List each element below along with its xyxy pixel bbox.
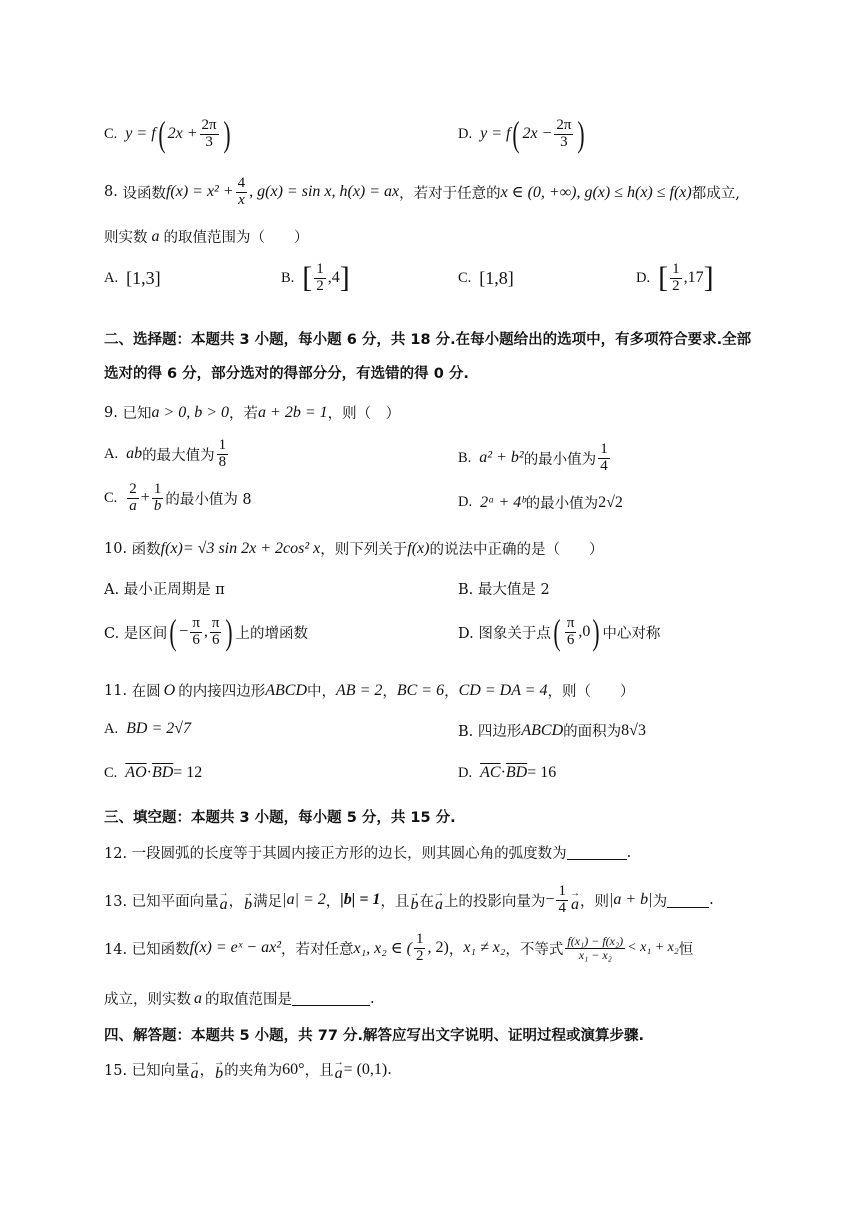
- math-expr: a² + b²: [479, 449, 524, 467]
- math-expr: a > 0, b > 0: [151, 403, 230, 421]
- fraction: $\frac{4}{x}$: [237, 175, 246, 208]
- math-expr: 2√2: [598, 493, 623, 511]
- option-label: C.: [104, 125, 118, 142]
- math-expr: x₁ ≠ x₂: [463, 939, 506, 957]
- math-expr: |b| = 1: [340, 891, 381, 909]
- q9-stem: [104, 402, 400, 423]
- math-var: O: [163, 681, 176, 699]
- text: ，若对于任意的: [399, 185, 501, 202]
- fraction: $\frac{\pi}{6}$: [211, 614, 220, 648]
- q11-stem: 11. 在圆 O 的内接四边形 ABCD 中， AB = 2 ， BC = 6 ， CD = DA = 4 ，则（ ）: [104, 681, 635, 700]
- math-expr: ab: [126, 445, 143, 463]
- text: 中，: [307, 684, 337, 700]
- q10-option-c[interactable]: [104, 614, 308, 650]
- section-heading-2-cont: 选对的得 6 分，部分选对的得部分分，有选错的得 0 分.: [104, 366, 469, 382]
- q8-option-b[interactable]: [281, 262, 350, 295]
- q15-stem: [104, 1058, 392, 1081]
- option-label: D.: [458, 125, 473, 142]
- math-expr: x ∈ (0, +∞), g(x) ≤ h(x) ≤ f(x): [500, 184, 692, 202]
- text: 的取值范围是: [205, 992, 292, 1008]
- text: .: [626, 844, 632, 861]
- text: 成立，则实数: [104, 992, 191, 1008]
- fraction: $\frac{2\pi}{3}$: [201, 116, 217, 150]
- option-label: D.: [636, 269, 651, 286]
- q11-option-d[interactable]: [458, 764, 556, 782]
- text: 恒: [678, 941, 694, 958]
- math-expr: |a + b|: [608, 891, 653, 909]
- vector-a: → a: [433, 887, 444, 913]
- option-label: B.: [458, 449, 472, 466]
- text: 的夹角为: [224, 1063, 283, 1080]
- math-expr: x₁, x₂ ∈ (: [353, 940, 412, 958]
- math-expr: 8√3: [621, 721, 646, 739]
- option-label: C.: [104, 489, 118, 506]
- text: ，若对任意: [280, 941, 354, 958]
- q9-option-d[interactable]: [458, 492, 623, 513]
- text: 已知: [122, 406, 152, 422]
- math-expr: 60°: [282, 1060, 305, 1078]
- math-expr: = (0,1): [343, 1060, 388, 1078]
- bracket-right: ]: [703, 261, 714, 295]
- math-expr: AB = 2: [336, 681, 383, 699]
- fraction: $\frac{\pi}{6}$: [192, 614, 200, 648]
- fraction: $\frac{1}{4}$: [558, 883, 566, 916]
- vector: $\overline{AC}$: [480, 764, 501, 781]
- text: 都成立,: [691, 185, 740, 202]
- text: .: [709, 892, 714, 909]
- bracket-right: ]: [339, 261, 350, 295]
- math-expr: , g(x) = sin x, h(x) = ax: [249, 183, 400, 201]
- text: ，且: [304, 1063, 334, 1080]
- math-expr: = 16: [527, 764, 557, 781]
- text: ，不等式: [505, 941, 564, 958]
- q10-option-a[interactable]: A. 最小正周期是 π: [104, 582, 225, 598]
- text: 上的增函数: [235, 625, 308, 642]
- math-expr: BC = 6: [396, 681, 445, 699]
- math-expr: BD = 2√7: [126, 720, 192, 737]
- q13-stem: 13. 已知平面向量 → a ， → b 满足 |a| = 2 ， |b| = 1 ，且 → b 在 → a 上的投影向量为 − $\frac{1}{4}$ → a ，则 |a + b| 为 .: [104, 883, 714, 916]
- math-expr: a + 2b = 1: [258, 403, 328, 421]
- vector-b: → b: [243, 887, 254, 913]
- math-expr: y = f: [125, 125, 156, 142]
- text: 在: [419, 893, 434, 910]
- fraction: $\frac{1}{2}$: [672, 261, 680, 294]
- text: ，: [228, 893, 244, 910]
- fraction: $\frac{\pi}{6}$: [566, 614, 575, 648]
- text: .: [370, 990, 375, 1007]
- math-expr: 2x +: [167, 125, 198, 142]
- text: ，且: [380, 893, 410, 910]
- fraction: $\frac{1}{b}$: [153, 481, 162, 514]
- text: 的内接四边形: [178, 684, 266, 700]
- text: 的最小值为 8: [165, 491, 252, 508]
- math-expr: CD = DA = 4: [458, 681, 548, 699]
- q12-stem: [104, 842, 631, 863]
- q7-option-c[interactable]: [104, 116, 233, 152]
- paren-right: ): [225, 612, 234, 652]
- q11-option-a[interactable]: [104, 720, 191, 738]
- text: 满足: [253, 893, 283, 910]
- math-op: ·: [500, 764, 506, 781]
- fraction: $\frac{\text{f(x₁) − f(x₂)}}{\text{x₁ − x₂}}$: [567, 934, 624, 962]
- text: 则实数: [104, 230, 148, 246]
- text: 12. 一段圆弧的长度等于其圆内接正方形的边长，则其圆心角的弧度数为: [104, 846, 567, 862]
- math-op: ·: [146, 764, 152, 781]
- option-label: A.: [104, 720, 119, 737]
- q8-option-a[interactable]: [104, 268, 161, 289]
- q7-option-d[interactable]: [458, 116, 587, 152]
- text: D. 图象关于点: [458, 625, 551, 642]
- option-label: C.: [458, 270, 472, 286]
- math-expr: ,17: [683, 269, 704, 287]
- q9-option-c[interactable]: [104, 482, 252, 515]
- paren-right: ): [223, 114, 231, 154]
- math-op: −: [179, 623, 189, 640]
- math-var: ABCD: [521, 721, 564, 739]
- q9-option-a[interactable]: [104, 438, 230, 471]
- option-label: B.: [281, 269, 295, 286]
- fraction: $\frac{1}{2}$: [316, 261, 324, 294]
- fraction: $\frac{2}{a}$: [129, 481, 137, 514]
- vector-a: → a: [569, 887, 580, 913]
- vector-b: → b: [409, 887, 420, 913]
- math-expr: [1,8]: [479, 268, 514, 288]
- option-label: A.: [104, 445, 119, 462]
- math-var: ABCD: [265, 681, 308, 699]
- q14-stem-line2: [104, 988, 375, 1009]
- text: 14. 已知函数: [104, 941, 190, 958]
- vector-a: → a: [333, 1057, 344, 1082]
- q11-option-b[interactable]: [458, 720, 646, 741]
- fraction: $\frac{1}{4}$: [600, 441, 608, 474]
- vector-a: → a: [189, 1057, 200, 1082]
- text: 的最小值为: [525, 496, 599, 512]
- fraction: $\frac{1}{2}$: [415, 931, 424, 964]
- math-op: ,: [203, 623, 208, 640]
- math-var: a: [194, 989, 202, 1007]
- math-expr: 2x −: [522, 125, 553, 142]
- vector: $\overline{AO}$: [125, 764, 147, 781]
- math-expr: ,0: [578, 623, 591, 640]
- text: 的面积为: [563, 724, 622, 740]
- text: 函数: [131, 542, 161, 558]
- math-op: −: [545, 891, 555, 909]
- math-expr: f(x) = x² +: [165, 183, 234, 201]
- bracket-left: [: [302, 261, 313, 295]
- answer-blank[interactable]: [292, 991, 370, 1006]
- answer-blank[interactable]: [567, 845, 627, 860]
- q11-option-c[interactable]: [104, 764, 202, 782]
- math-expr: = 12: [173, 764, 203, 781]
- text: ，则（ ）: [547, 684, 635, 700]
- paren-right: ): [577, 114, 586, 154]
- paren-left: (: [512, 114, 521, 154]
- text: 13. 已知平面向量: [104, 893, 219, 910]
- q8-stem-line1: [104, 176, 740, 209]
- vector-a: → a: [218, 887, 229, 913]
- math-expr: f(x): [407, 539, 430, 557]
- text: 中心对称: [602, 625, 661, 642]
- q10-option-d[interactable]: [458, 614, 660, 650]
- math-expr: |a| = 2: [282, 891, 326, 909]
- text: ，则下列关于: [320, 542, 408, 558]
- vector: $\overline{BD}$: [505, 764, 528, 781]
- question-number: 8.: [104, 184, 118, 201]
- section-heading-3: 三、填空题：本题共 3 小题，每小题 5 分，共 15 分.: [104, 810, 456, 826]
- q10-stem: [104, 538, 603, 559]
- text: 上的投影向量为: [443, 893, 546, 910]
- math-expr: y = f: [480, 125, 511, 142]
- question-number: 9.: [104, 404, 118, 421]
- q10-option-b[interactable]: B. 最大值是 2: [458, 582, 550, 598]
- paren-right: ): [592, 612, 601, 652]
- q8-stem-line2: [104, 226, 309, 247]
- math-expr: 2ᵃ + 4ᵇ: [480, 493, 526, 511]
- text: C. 是区间: [104, 625, 168, 642]
- fraction: $\frac{1}{8}$: [218, 437, 227, 470]
- text: 15. 已知向量: [104, 1063, 190, 1080]
- option-label: D.: [458, 764, 473, 781]
- text: ，若: [229, 406, 259, 422]
- fraction: $\frac{2\pi}{3}$: [556, 116, 572, 150]
- vector-b: → b: [214, 1057, 225, 1082]
- section-heading-4: 四、解答题：本题共 5 小题，共 77 分.解答应写出文字说明、证明过程或演算步骤.: [104, 1028, 644, 1044]
- answer-blank[interactable]: [667, 893, 709, 908]
- bracket-left: [: [658, 261, 669, 295]
- text: ，则: [579, 893, 609, 910]
- text: 在圆: [131, 684, 161, 700]
- option-label: A.: [104, 270, 119, 286]
- math-expr: , 2): [427, 939, 449, 957]
- option-label: D.: [458, 494, 473, 510]
- vector: $\overline{BD}$: [151, 764, 174, 781]
- text: ，: [199, 1063, 215, 1080]
- paren-left: (: [553, 612, 561, 652]
- math-var: a: [151, 227, 160, 245]
- paren-left: (: [169, 612, 177, 652]
- text: 为: [652, 893, 668, 910]
- math-expr: f(x) = eˣ − ax²: [189, 939, 281, 957]
- text: 的取值范围为（ ）: [163, 230, 309, 246]
- question-number: 10.: [104, 540, 128, 557]
- question-number: 11.: [104, 682, 128, 699]
- math-expr: = √3 sin 2x + 2cos² x: [182, 539, 321, 557]
- text: ，则（ ）: [327, 406, 401, 422]
- math-expr: [1,3]: [126, 268, 161, 288]
- q8-option-c[interactable]: [458, 268, 514, 289]
- q14-stem-line1: 14. 已知函数 f(x) = eˣ − ax² ，若对任意 x₁, x₂ ∈ ( $\frac{1}{2}$ , 2) ， x₁ ≠ x₂ ，不等式 $\frac{\text{f(x₁) − f(x₂)}}{\text{x₁ − x₂}}$ < x₁ + x₂ 恒: [104, 931, 694, 964]
- math-expr: f(x): [160, 539, 183, 557]
- math-op: +: [140, 489, 150, 507]
- q8-option-d[interactable]: [636, 262, 714, 295]
- q9-option-b[interactable]: [458, 442, 612, 475]
- text: 的说法中正确的是（ ）: [429, 542, 604, 558]
- paren-left: (: [158, 114, 166, 154]
- math-expr: ,4: [327, 269, 340, 287]
- option-label: C.: [104, 764, 118, 781]
- text: .: [387, 1061, 392, 1078]
- section-heading-2: 二、选择题：本题共 3 小题，每小题 6 分，共 18 分.在每小题给出的选项中，有多项符合要求.全部: [104, 332, 752, 348]
- text: 的最小值为: [523, 451, 597, 468]
- text: B. 四边形: [458, 724, 522, 740]
- text: 的最大值为: [142, 447, 215, 464]
- math-expr: < x₁ + x₂: [627, 940, 679, 956]
- text: 设函数: [122, 185, 166, 202]
